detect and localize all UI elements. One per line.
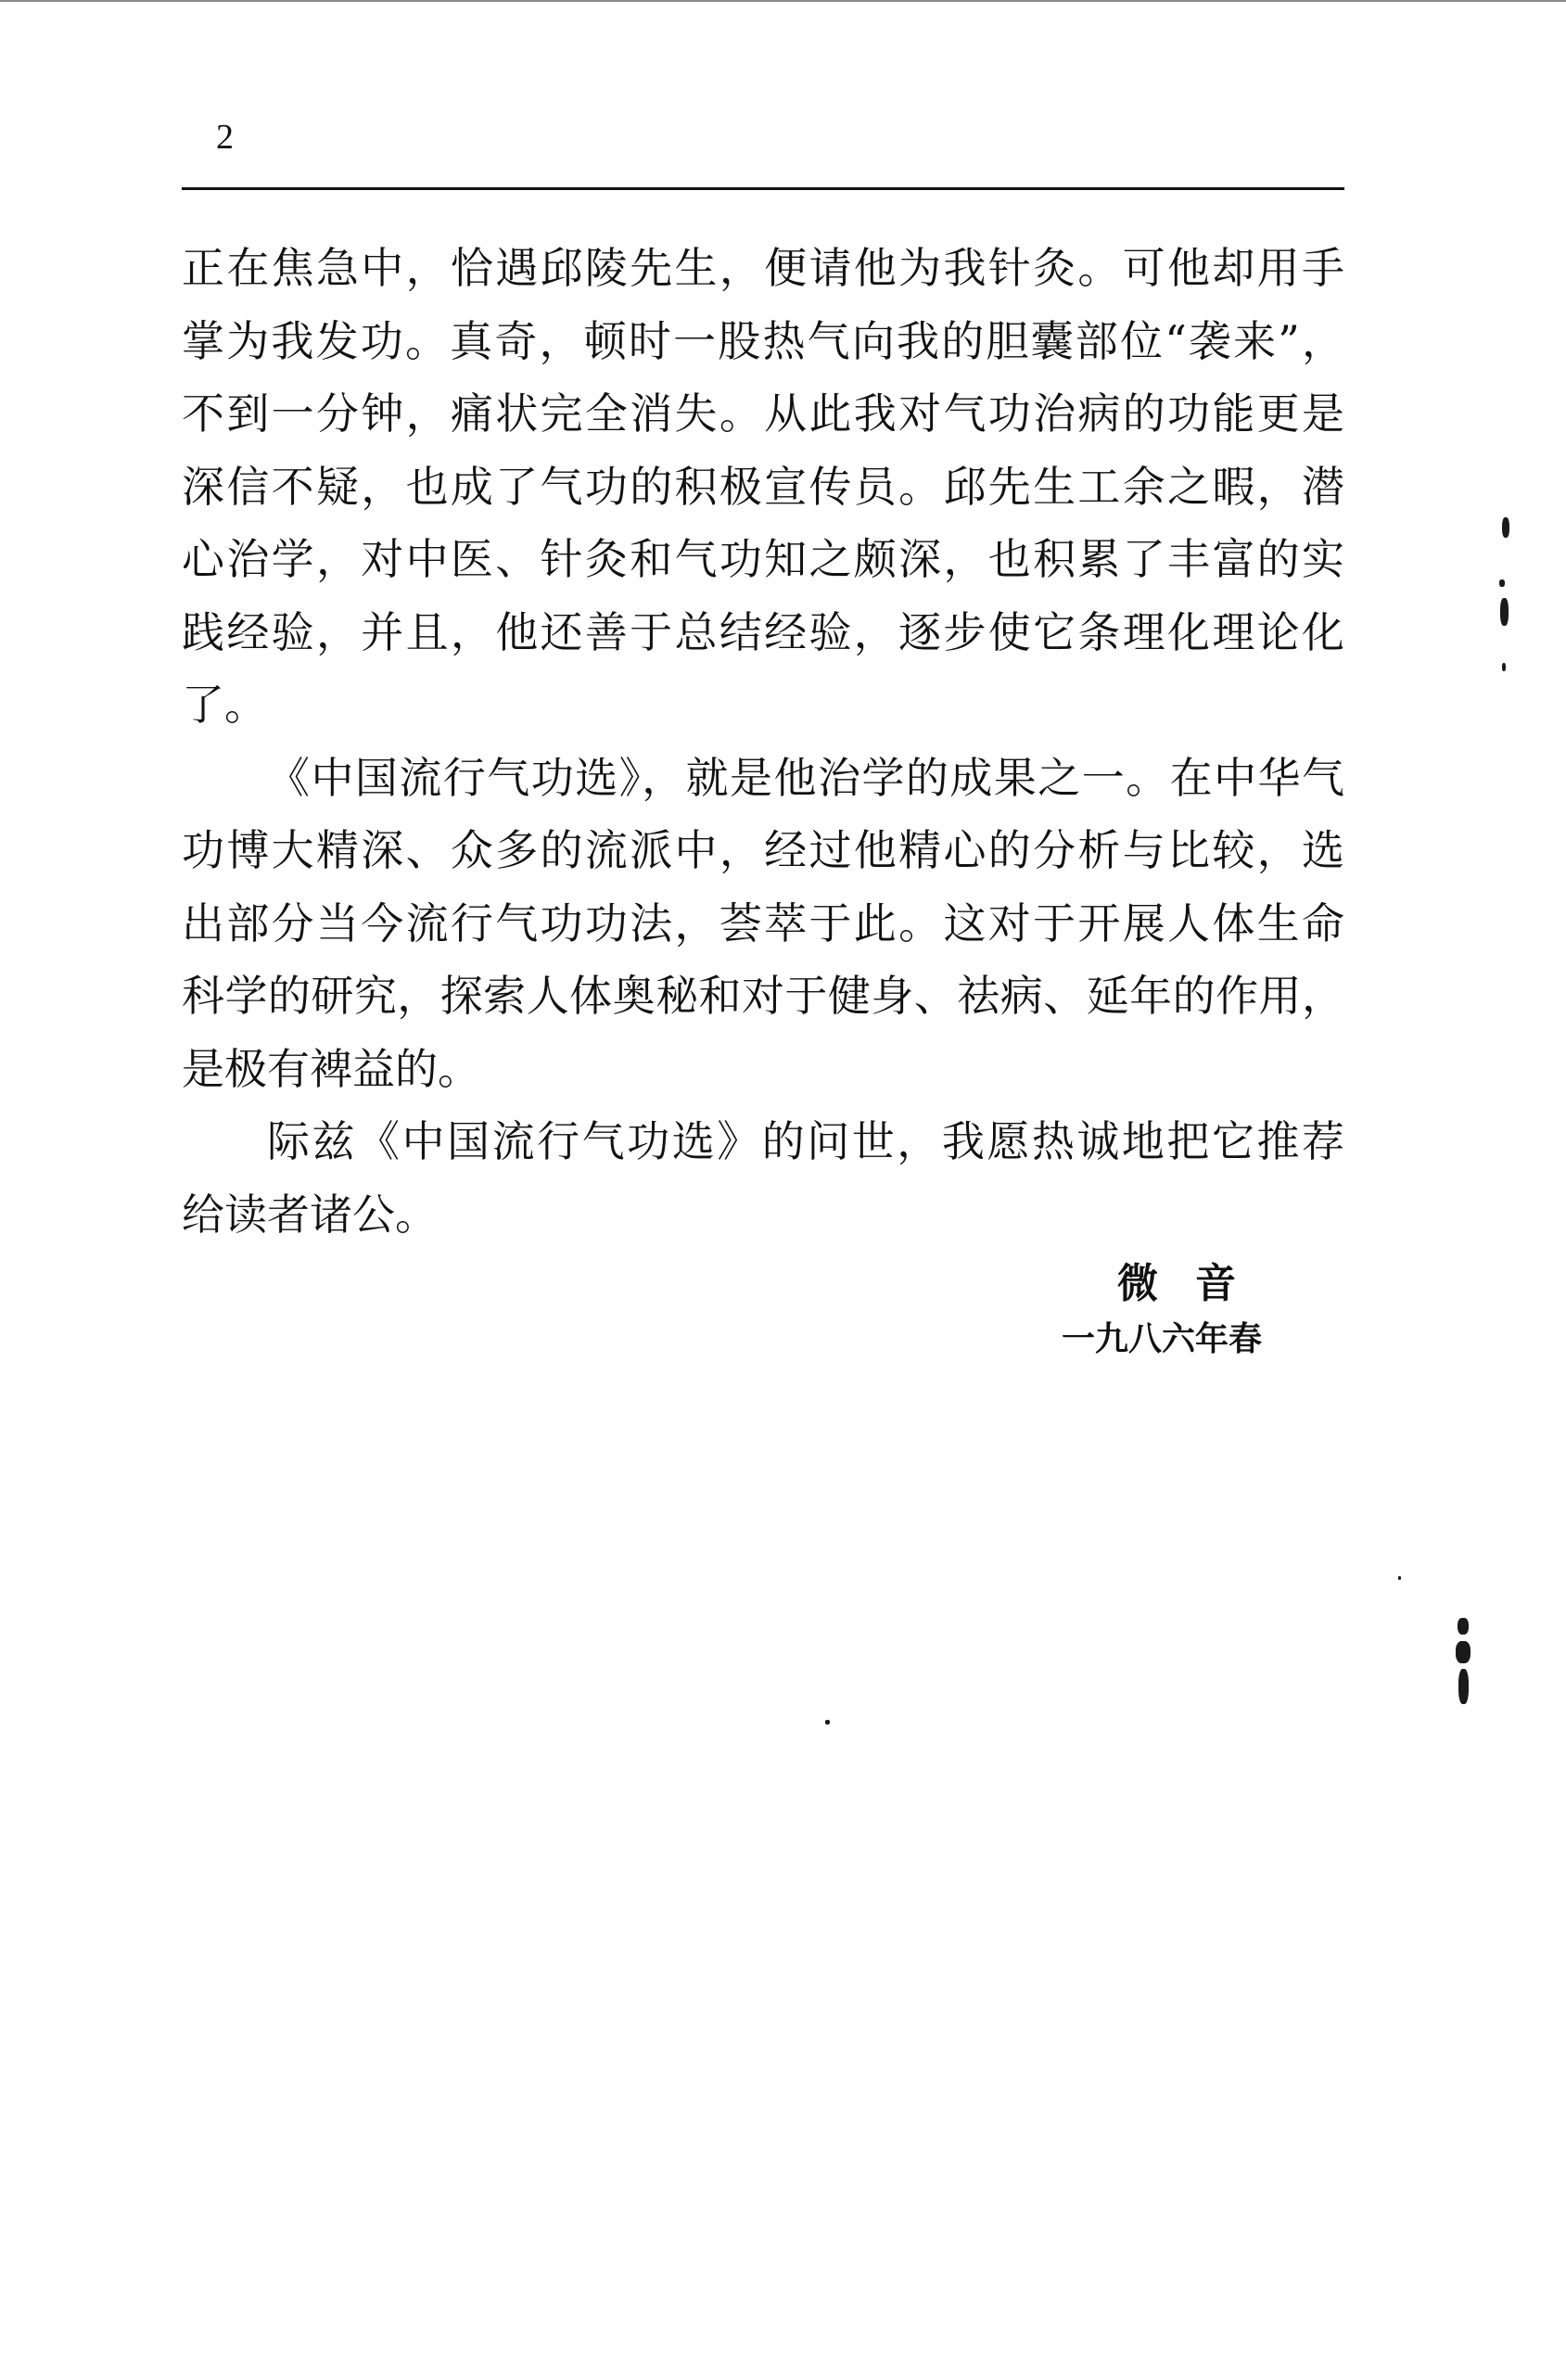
- signature-date: 一九八六年春: [1062, 1320, 1263, 1358]
- scan-speck: [1500, 598, 1509, 626]
- signature-block: [1062, 1256, 1340, 1368]
- text-line: 《中国流行气功选》，就是他治学的成果之一。在中华气: [267, 752, 1344, 803]
- scan-speck: [1499, 579, 1505, 587]
- text-line: 深信不疑，也成了气功的积极宣传员。邱先生工余之暇，潜: [182, 461, 1344, 512]
- text-line: 正在焦急中，恰遇邱陵先生，便请他为我针灸。可他却用手: [182, 243, 1344, 293]
- text-line: 功博大精深、众多的流派中，经过他精心的分析与比较，选: [182, 825, 1344, 875]
- scan-speck: [1458, 1618, 1469, 1635]
- scan-speck: [1458, 1669, 1469, 1704]
- text-line: 科学的研究，探索人体奥秘和对于健身、祛病、延年的作用，: [182, 971, 1344, 1021]
- page-number: 2: [216, 118, 234, 157]
- author-name: 微音: [1117, 1260, 1273, 1307]
- scan-top-edge: [0, 0, 1566, 2]
- body-text: [182, 232, 1344, 1251]
- text-line: 了。: [182, 680, 267, 730]
- text-line: 给读者诸公。: [182, 1189, 438, 1240]
- scan-speck: [1502, 517, 1509, 538]
- text-line: 践经验，并且，他还善于总结经验，逐步使它条理化理论化: [182, 606, 1344, 657]
- text-line: 掌为我发功。真奇，顿时一股热气向我的胆囊部位“袭来”，: [182, 315, 1344, 366]
- text-line: 心治学，对中医、针灸和气功知之颇深，也积累了丰富的实: [182, 534, 1344, 584]
- text-line: 是极有裨益的。: [182, 1043, 480, 1094]
- header-rule: [182, 187, 1344, 190]
- text-line: 不到一分钟，痛状完全消失。从此我对气功治病的功能更是: [182, 388, 1344, 439]
- scan-speck: [825, 1720, 830, 1725]
- scan-speck: [1502, 663, 1506, 671]
- scan-speck: [1398, 1576, 1401, 1580]
- text-line: 出部分当今流行气功功法，荟萃于此。这对于开展人体生命: [182, 897, 1344, 948]
- scan-speck: [1456, 1641, 1471, 1663]
- text-line: 际兹《中国流行气功选》的问世，我愿热诚地把它推荐: [267, 1116, 1344, 1166]
